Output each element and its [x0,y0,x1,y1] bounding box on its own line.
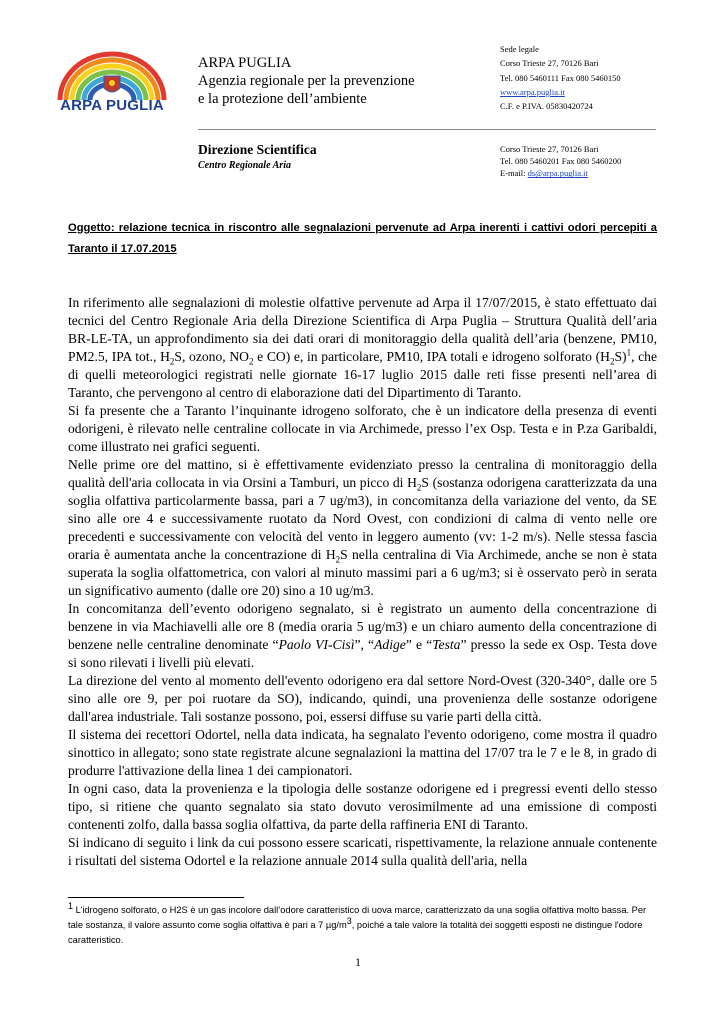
org-line-2: Agenzia regionale per la prevenzione [198,73,415,89]
paragraph-5: La direzione del vento al momento dell'evento odorigeno era dal settore Nord-Ovest (320-340°, dalle ore 5 sino alle ore 9, per poi ruotare da SO), indicando, quindi, una provenienza delle sostanze odorigene dall'area industriale. Tali sostanze possono, poi, essersi diffuse su varie parti della città. [68,673,657,724]
logo-text: ARPA PUGLIA [60,97,164,114]
subject-line: Oggetto: relazione tecnica in riscontro alle segnalazioni pervenute ad Arpa inerenti i cattivi odori percepiti a Taranto il 17.07.2015 [68,222,657,255]
sede-cf: C.F. e P.IVA. 05830420724 [500,101,593,112]
page-number: 1 [355,955,361,969]
directorate-block [198,141,317,173]
paragraph-6: Il sistema dei recettori Odortel, nella data indicata, ha segnalato l'evento odorigeno, come mostra il quadro sinottico in allegato; sono state registrate alcune segnalazioni la mattina del 17/07 tra le 7 e le 8, in grado di produrre l'attivazione della linea 1 dei campionatori. [68,727,657,778]
directorate-subtitle: Centro Regionale Aria [198,160,291,171]
footnote-divider [68,897,244,898]
sede-phone: Tel. 080 5460111 Fax 080 5460150 [500,72,621,83]
org-name-block [198,54,415,108]
org-name: ARPA PUGLIA [198,55,292,71]
header-divider [198,129,656,130]
paragraph-1: In riferimento alle segnalazioni di molestie olfattive pervenute ad Arpa il 17/07/2015, è stato effettuato dai tecnici del Centro Regionale Aria della Direzione Scientifica di Arpa Puglia – Struttura Qualità dell’aria BR-LE-TA, un approfondimento sia dei dati orari di monitoraggio della qualità dell’aria (benzene, PM10, PM2.5, IPA tot., $H_2S$, ozono, $NO_2$ e CO) e, in particolare, PM10, IPA totali e idrogeno solforato $(H_2S)^1$, che di quelli meteorologici registrati nelle giornate 16-17 luglio 2015 dalle reti fisse presenti nell’area di Taranto, che pervengono al centro di elaborazione dati del Dipartimento di Taranto. [68,295,657,400]
paragraph-4: In concomitanza dell’evento odorigeno segnalato, si è registrato un aumento della concentrazione di benzene in via Machiavelli alle ore 8 (media oraria 5 ug/m3) e un chiaro aumento della concentrazione di benzene nelle centraline denominate “Paolo VI-Cisì”, “Adige” e “Testa” presso la sede ex Osp. Testa dove si sono rilevati i livelli più elevati. [68,601,658,670]
paragraph-8: Si indicano di seguito i link da cui possono essere scaricati, rispettivamente, la relazione annuale contenente i risultati del sistema Odortel e la relazione annuale 2014 sulla qualità dell'aria, nella [68,835,657,868]
footnote: $^1$ L’idrogeno solforato, o H2S è un gas incolore dall’odore caratteristico di uova marce, caratterizzato da una soglia olfattiva molto bassa. Per tale sostanza, il valore assunto come soglia olfattiva è pari a 7 $\mu g/m^3$, poiché a tale valore la totalità dei soggetti esposti ne distingue l'odore caratteristico. [68,900,647,945]
footnote-number: 1 [68,900,74,911]
rainbow-logo-icon [56,50,168,100]
paragraph-7: In ogni caso, data la provenienza e la tipologia delle sostanze odorigene ed i pregressi eventi dello stesso tipo, si ritiene che quanto segnalato sia stato dovuto verosimilmente ad una emissione di composti contenenti zolfo, dalla bassa soglia olfattiva, da parte della raffineria ENI di Taranto. [68,781,657,832]
footnote-ref[interactable]: 1 [626,347,632,358]
org-line-3: e la protezione dell’ambiente [198,91,367,107]
paragraph-3: Nelle prime ore del mattino, si è effettivamente evidenziato presso la centralina di monitoraggio della qualità dell'aria collocata in via Orsini a Tamburi, un picco di $H_2S$ (sostanza odorigena caratterizzata da una soglia olfattiva particolarmente bassa, pari a 7 ug/m3), in concomitanza della variazione del vento, da SE sino alle ore 4 e successivamente ruotato da Nord Ovest, con condizioni di calma di vento nelle ore precedenti e successivamente con velocità del vento in leggero aumento (vv: 1-2 m/s). Nelle stessa fascia oraria è aumentata anche la concentrazione di $H_2S$ nella centralina di Via Archimede, anche se non è stata superata la soglia olfattometrica, con valori al minuto massimi pari a 6 ug/m3; si è osservato però in serata un significativo aumento (dalle ore 20) sino a 10 ug/m3. [68,457,657,598]
sede-address: Corso Trieste 27, 70126 Bari [500,58,599,69]
directorate-title: Direzione Scientifica [198,142,317,157]
arpa-logo [56,50,168,125]
directorate-contact [500,143,621,180]
directorate-address: Corso Trieste 27, 70126 Bari [500,144,599,154]
body-text [68,294,657,870]
sede-label: Sede legale [500,44,539,54]
directorate-phone: Tel. 080 5460201 Fax 080 5460200 [500,156,622,167]
shield-icon [104,76,120,92]
paragraph-2: Si fa presente che a Taranto l’inquinante idrogeno solforato, che è un indicatore della presenza di eventi odorigeni, è rilevato nelle centraline collocate in via Archimede, presso l’ex Osp. Testa e in P.za Garibaldi, come illustrato nei grafici seguenti. [68,403,657,454]
legal-seat-block [500,42,621,113]
email-label: E-mail: [500,168,528,179]
sede-web-link[interactable]: www.arpa.puglia.it [500,86,565,97]
email-link[interactable]: ds@arpa.puglia.it [527,168,588,179]
